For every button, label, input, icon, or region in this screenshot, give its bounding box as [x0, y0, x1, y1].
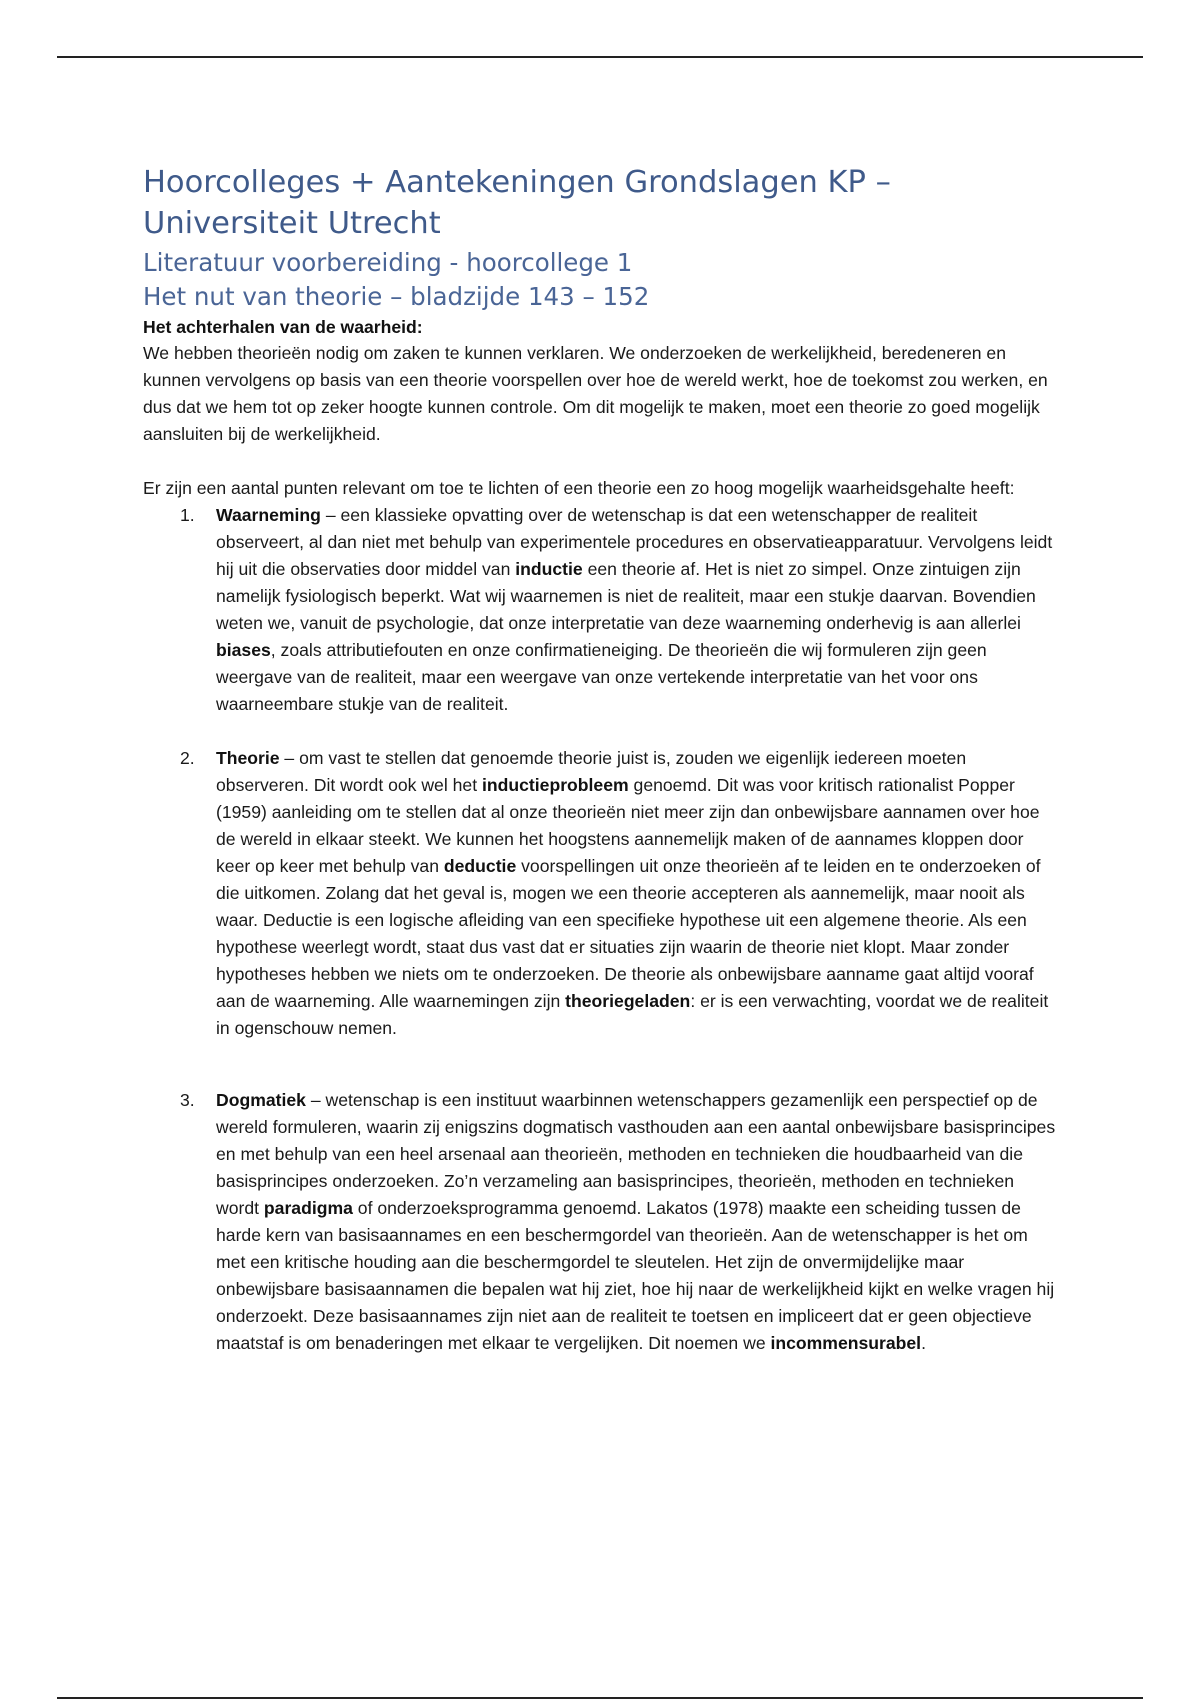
text: voorspellingen uit onze theorieën af te leiden en te onderzoeken of die uitkomen. Zolang dat het geval is, mogen we een theorie accepteren als aannemelijk, maar nooit als waar. Deductie is een logische afleiding van een specifieke hypothese uit een algemene theorie. Als een hypothese weerlegt wordt, staat dus vast dat er situaties zijn waarin de theorie niet klopt. Maar zonder hypotheses hebben we niets om te onderzoeken. De theorie als onbewijsbare aanname gaat altijd vooraf aan de waarneming. Alle waarnemingen zijn [216, 856, 1041, 1011]
subtitle-heading: Literatuur voorbereiding - hoorcollege 1 [143, 248, 633, 277]
list-number: 1. [180, 505, 195, 525]
list-spacer [143, 1042, 1058, 1087]
term: Waarneming [216, 505, 321, 525]
term: theoriegeladen [565, 991, 691, 1011]
text: – wetenschap is een instituut waarbinnen wetenschappers gezamenlijk een perspectief op de wereld formuleren, waarin zij enigszins dogmatisch vasthouden aan een aantal onbewijsbare basisprincipes en met behulp van een heel arsenaal aan theorieën, methoden en technieken die houdbaarheid van die basisprincipes onderzoeken. Zo’n verzameling aan basisprincipes, theorieën, methoden en technieken wordt [216, 1090, 1056, 1218]
text: – een klassieke opvatting over de wetenschap is dat een wetenschapper de realiteit observeert, al dan niet met behulp van experimentele procedures en observatieapparatuur. Vervolgens leidt hij uit die observaties door middel van [216, 505, 1053, 579]
text: of onderzoeksprogramma genoemd. Lakatos (1978) maakte een scheiding tussen de harde kern van basisaannames en een beschermgordel van theorieën. Aan de wetenschapper is het om met een kritische houding aan die beschermgordel te sleutelen. Het zijn de onvermijdelijke maar onbewijsbare basisaannamen die bepalen wat hij ziet, hoe hij naar de werkelijkheid kijkt en welke vragen hij onderzoekt. Deze basisaannames zijn niet aan de realiteit te toetsen en impliceert dat er geen objectieve maatstaf is om benaderingen met elkaar te vergelijken. Dit noemen we [216, 1198, 1055, 1353]
bottom-rule [57, 1697, 1143, 1699]
paragraph-gap [143, 448, 1058, 475]
section-heading: Het nut van theorie – bladzijde 143 – 152 [143, 282, 650, 311]
term: deductie [443, 856, 517, 876]
text: een theorie af. Het is niet zo simpel. Onze zintuigen zijn namelijk fysiologisch beperkt. Wat wij waarnemen is niet de realiteit, maar een stukje daarvan. Bovendien weten we, vanuit de psychologie, dat onze interpretatie van deze waarneming onderhevig is aan allerlei [216, 559, 1036, 633]
list-number: 3. [180, 1090, 195, 1110]
list-item-dogmatiek [143, 1087, 1058, 1357]
intro-paragraph: We hebben theorieën nodig om zaken te kunnen verklaren. We onderzoeken de werkelijkheid, beredeneren en kunnen vervolgens op basis van een theorie voorspellen over hoe de wereld werkt, hoe de toekomst zou werken, en dus dat we hem tot op zeker hoogte kunnen controle. Om dit mogelijk te maken, moet een theorie zo goed mogelijk aansluiten bij de werkelijkheid. [143, 343, 1048, 444]
term: inductieprobleem [482, 775, 629, 795]
list-spacer [143, 718, 1058, 745]
list-number: 2. [180, 748, 195, 768]
term: inductie [515, 559, 583, 579]
numbered-list [143, 502, 1058, 1357]
list-item-waarneming [143, 502, 1058, 718]
text: . [921, 1333, 926, 1353]
text: : er is een verwachting, voordat we de realiteit in ogenschouw nemen. [216, 991, 1049, 1038]
top-rule [57, 56, 1143, 58]
document-body [143, 162, 1058, 1357]
list-intro-paragraph: Er zijn een aantal punten relevant om toe te lichten of een theorie een zo hoog mogelijk waarheidsgehalte heeft: [143, 478, 1015, 498]
text: , zoals attributiefouten en onze confirmatieneiging. De theorieën die wij formuleren zijn geen weergave van de realiteit, maar een weergave van onze vertekende interpretatie van het voor ons waarneembare stukje van de realiteit. [216, 640, 987, 714]
term: biases [216, 640, 271, 660]
document-title: Hoorcolleges + Aantekeningen Grondslagen KP – Universiteit Utrecht [143, 165, 891, 241]
term: incommensurabel [770, 1333, 922, 1353]
list-item-theorie [143, 745, 1058, 1042]
text: genoemd. Dit was voor kritisch rationalist Popper (1959) aanleiding om te stellen dat al onze theorieën niet meer zijn dan onbewijsbare aannamen over hoe de wereld in elkaar steekt. We kunnen het hoogstens aannemelijk maken of de aannames kloppen door keer op keer met behulp van [216, 775, 1040, 876]
term: Theorie [216, 748, 280, 768]
text: – om vast te stellen dat genoemde theorie juist is, zouden we eigenlijk iedereen moeten observeren. Dit wordt ook wel het [216, 748, 967, 795]
term: Dogmatiek [216, 1090, 306, 1110]
subsection-heading: Het achterhalen van de waarheid: [143, 317, 423, 337]
term: paradigma [263, 1198, 353, 1218]
